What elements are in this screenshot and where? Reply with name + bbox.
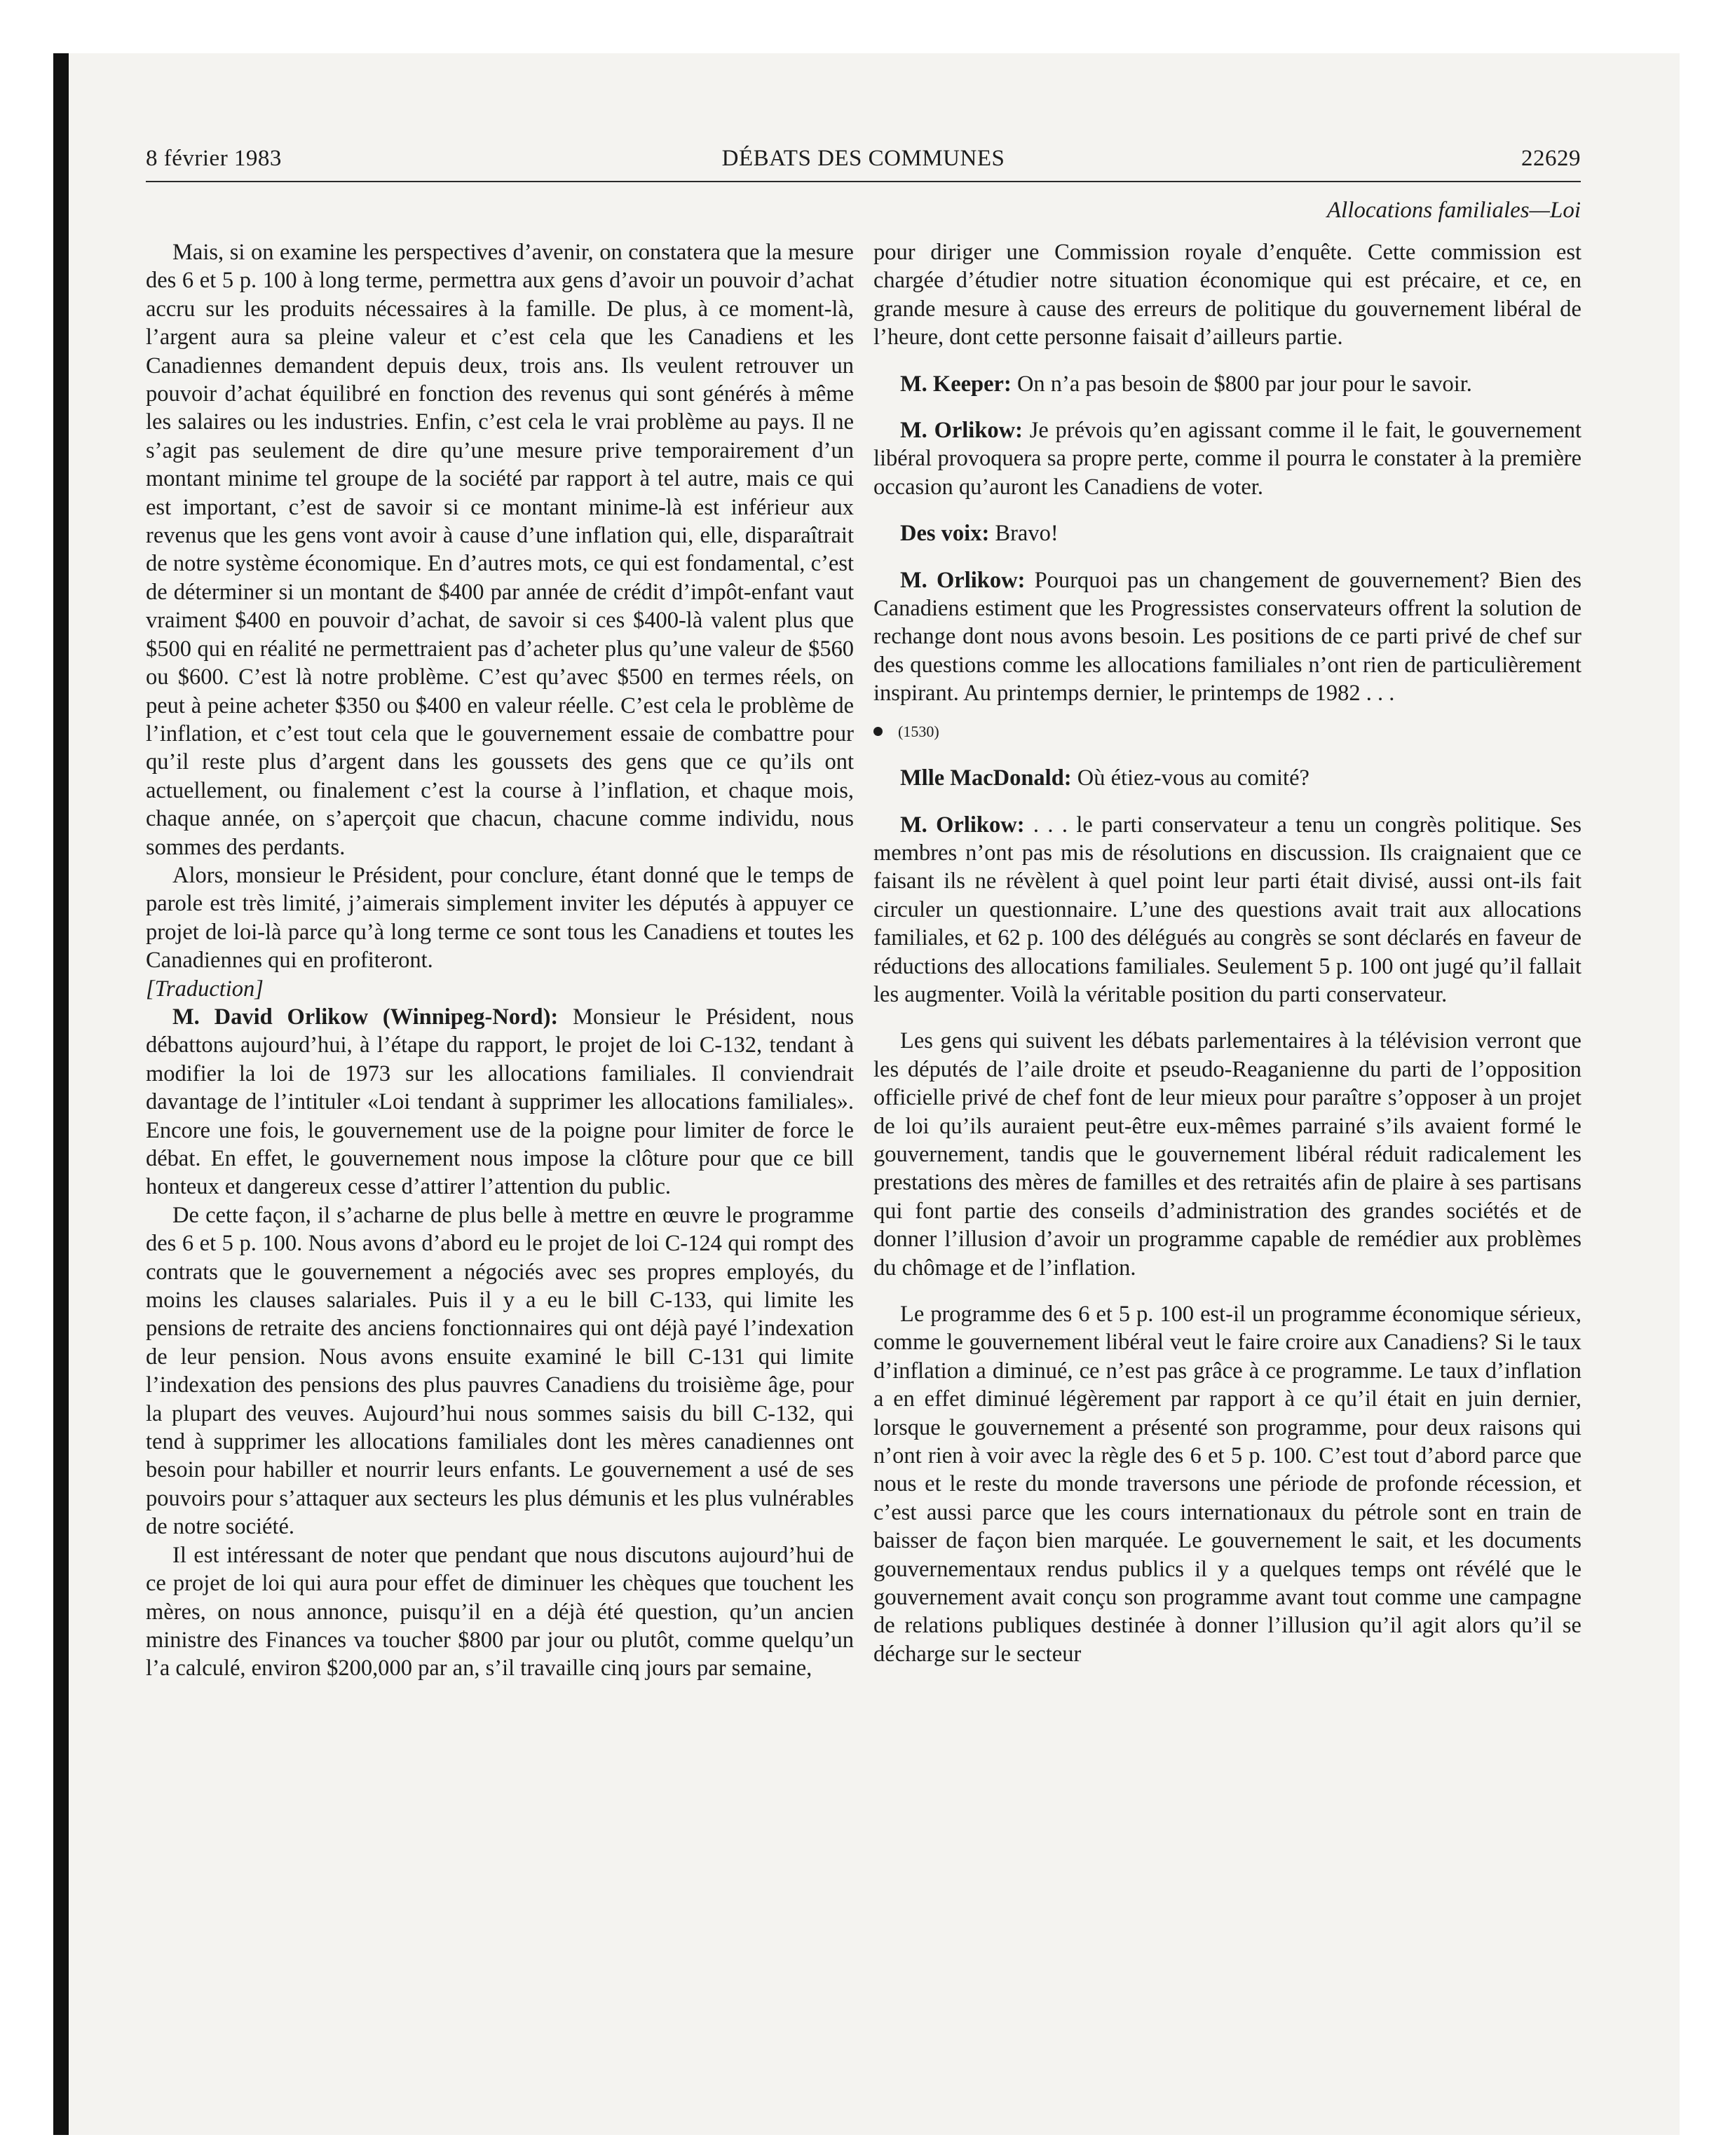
paragraph: pour diriger une Commission royale d’enquête. Cette commission est chargée d’étudier notre situation économique qui est précaire, et ce, en grande mesure à cause des erreurs de politique du gouvernement libéral de l’heure, dont cette personne faisait d’ailleurs partie.	[873, 240, 1581, 350]
speech-text: Bravo!	[989, 521, 1059, 547]
speaker-name: M. Keeper:	[900, 371, 1012, 397]
speaker-name: Des voix:	[900, 521, 990, 547]
speech	[873, 370, 1581, 398]
speech	[873, 519, 1581, 547]
right-column	[873, 238, 1581, 1668]
speech-text: Monsieur le Président, nous débattons aujourd’hui, à l’étape du rapport, le projet de loi C-132, tendant à modifier la loi de 1973 sur les allocations familiales. Il conviendrait davantage de l’intituler «Loi tendant à supprimer les allocations familiales». Encore une fois, le gouvernement use de la poigne pour limiter de force le débat. En effet, le gouvernement nous impose la clôture pour que ce bill honteux et dangereux cesse d’attirer l’attention du public.	[146, 1004, 854, 1200]
paragraph: Alors, monsieur le Président, pour conclure, étant donné que le temps de parole est très limité, j’aimerais simplement inviter les députés à appuyer ce projet de loi-là parce qu’à long terme ce sont tous les Canadiens et toutes les Canadiennes qui en profiteront.	[146, 862, 854, 974]
speaker-name: M. Orlikow:	[900, 418, 1023, 444]
speech	[873, 764, 1581, 792]
left-column	[146, 238, 854, 1683]
section-heading: Allocations familiales—Loi	[1326, 198, 1581, 223]
time-marker	[873, 718, 1581, 746]
speaker-name: M. Orlikow:	[900, 812, 1025, 838]
header-title: DÉBATS DES COMMUNES	[721, 146, 1005, 171]
translation-tag: [Traduction]	[146, 976, 264, 1002]
speaker-name: Mlle MacDonald:	[900, 765, 1072, 791]
speech-text: On n’a pas besoin de $800 par jour pour le savoir.	[1011, 371, 1472, 397]
speech-text: Je prévois qu’en agissant comme il le fait, le gouvernement libéral provoquera sa propre perte, comme il pourra le constater à la première occasion qu’auront les Canadiens de voter.	[873, 418, 1581, 500]
bullet-icon	[873, 727, 883, 736]
speaker-name: M. David Orlikow (Winnipeg-Nord):	[172, 1004, 559, 1030]
page-header	[146, 146, 1581, 182]
speech-text: Pourquoi pas un changement de gouvernement? Bien des Canadiens estiment que les Progressistes conservateurs offrent la solution de rechange dont nous avons besoin. Les positions de ce parti privé de chef sur des questions comme les allocations familiales n’ont rien de particulièrement inspirant. Au printemps dernier, le printemps de 1982 . . .	[873, 567, 1581, 707]
speech	[873, 566, 1581, 708]
paragraph: De cette façon, il s’acharne de plus belle à mettre en œuvre le programme des 6 et 5 p. 100. Nous avons d’abord eu le projet de loi C-124 qui rompt des contrats que le gouvernement a négociés avec ses propres employés, du moins les clauses salariales. Puis il y a eu le bill C-133, qui limite les pensions de retraite des anciens fonctionnaires qui ont déjà payé l’indexation de leur pension. Nous avons ensuite examiné le bill C-131 qui limite l’indexation des pensions des plus pauvres Canadiens du troisième âge, pour la plupart des veuves. Aujourd’hui nous sommes saisis du bill C-132, qui tend à supprimer les allocations familiales dont les mères canadiennes ont besoin pour habiller et nourrir leurs enfants. Le gouvernement a usé de ses pouvoirs pour s’attaquer aux secteurs les plus démunis et les plus vulnérables de notre société.	[146, 1202, 854, 1540]
speech	[873, 416, 1581, 501]
header-date: 8 février 1983	[146, 146, 282, 171]
speech	[146, 1003, 854, 1201]
time-marker-text: (1530)	[898, 722, 939, 740]
paragraph: Mais, si on examine les perspectives d’avenir, on constatera que la mesure des 6 et 5 p. 100 à long terme, permettra aux gens d’avoir un pouvoir d’achat accru sur les produits nécessaires à la famille. De plus, à ce moment-là, l’argent aura sa pleine valeur et c’est cela que les Canadiens et les Canadiennes demandent depuis deux, trois ans. Ils veulent retrouver un pouvoir d’achat équilibré en fonction des revenus qui sont générés à même les salaires ou les industries. Enfin, c’est cela le vrai problème au pays. Il ne s’agit pas seulement de dire qu’une mesure prive temporairement d’un montant minime tel groupe de la société par rapport à tel autre, mais ce qui est important, c’est de savoir si ce montant minime-là est inférieur aux revenus que les gens vont avoir à cause d’une inflation qui, elle, disparaîtrait de notre système économique. En d’autres mots, ce qui est fondamental, c’est de déterminer si un montant de $400 par année de crédit d’impôt-enfant vaut vraiment $400 en pouvoir d’achat, de savoir si ces $400-là valent plus que $500 qui en réalité ne permettraient pas d’acheter plus qu’une valeur de $560 ou $600. C’est là notre problème. C’est qu’avec $500 en termes réels, on peut à peine acheter $350 ou $400 en valeur réelle. C’est cela le problème de l’inflation, et c’est tout cela que le gouvernement essaie de combattre pour qu’il reste plus d’argent dans les goussets des gens que ce qu’ils ont actuellement, ou finalement c’est la course à l’inflation, et chaque mois, chaque année, on s’aperçoit que chacun, chacune comme individu, nous sommes des perdants.	[146, 240, 854, 860]
speech	[873, 811, 1581, 1009]
speech-text: . . . le parti conservateur a tenu un congrès politique. Ses membres n’ont pas mis de résolutions en discussion. Ils craignaient que ce faisant ils ne révèlent à quel point leur parti était divisé, aussi ont-ils fait circuler un questionnaire. L’une des questions avait trait aux allocations familiales, et 62 p. 100 des délégués au congrès se sont déclarés en faveur de réductions des allocations familiales. Seulement 5 p. 100 ont jugé qu’il fallait les augmenter. Voilà la véritable position du parti conservateur.	[873, 812, 1581, 1007]
paragraph: Le programme des 6 et 5 p. 100 est-il un programme économique sérieux, comme le gouvernement libéral veut le faire croire aux Canadiens? Si le taux d’inflation a diminué, ce n’est pas grâce à ce programme. Le taux d’inflation a en effet diminué légèrement par rapport à ce qu’il était en juin dernier, lorsque le gouvernement a présenté son programme, pour deux raisons qui n’ont rien à voir avec la règle des 6 et 5 p. 100. C’est tout d’abord parce que nous et le reste du monde traversons une période de profonde récession, et c’est aussi parce que les cours internationaux du pétrole sont en train de baisser de façon bien marquée. Le gouvernement le sait, et les documents gouvernementaux rendus publics il y a quelques temps ont révélé que le gouvernement avait conçu son programme avant tout comme une campagne de relations publiques destinée à donner l’illusion qu’il agit alors qu’il se décharge sur le secteur	[873, 1302, 1581, 1667]
page-number: 22629	[1521, 146, 1581, 171]
paragraph: Il est intéressant de noter que pendant que nous discutons aujourd’hui de ce projet de loi qui aura pour effet de diminuer les chèques que touchent les mères, on nous annonce, puisqu’il en a déjà été question, qu’un ancien ministre des Finances va toucher $800 par jour ou plutôt, comme quelqu’un l’a calculé, environ $200,000 par an, s’il travaille cinq jours par semaine,	[146, 1542, 854, 1681]
speaker-name: M. Orlikow:	[900, 567, 1026, 593]
paragraph: Les gens qui suivent les débats parlementaires à la télévision verront que les députés de l’aile droite et pseudo-Reaganienne du parti de l’opposition officielle privé de chef font de leur mieux pour paraître s’opposer à un projet de loi qu’ils auraient peut-être eux-mêmes parrainé s’ils avaient formé le gouvernement, tandis que le gouvernement libéral réduit radicalement les prestations des mères de familles et des retraités afin de plaire à ses partisans qui font partie des conseils d’administration des grandes sociétés et de donner l’illusion d’avoir un programme capable de remédier aux problèmes du chômage et de l’inflation.	[873, 1028, 1581, 1281]
speech-text: Où étiez-vous au comité?	[1071, 765, 1309, 791]
